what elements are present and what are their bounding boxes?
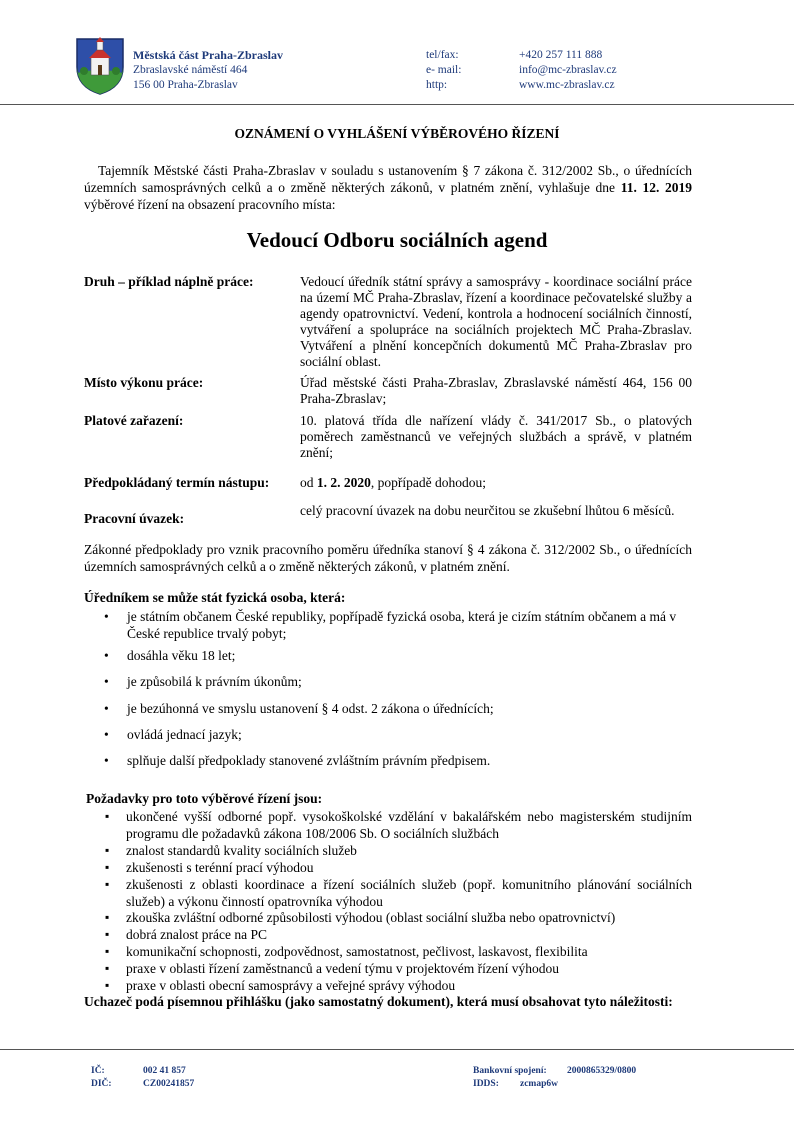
contact-email[interactable]: info@mc-zbraslav.cz xyxy=(519,64,617,76)
address-line-2: 156 00 Praha-Zbraslav xyxy=(133,79,238,91)
list-item: • je způsobilá k právním úkonům; xyxy=(127,673,693,690)
legal-note: Zákonné předpoklady pro vznik pracovního poměru úředníka stanoví § 4 zákona č. 312/2002 Sb., o úřednících územních samosprávných celků a o změně některých zákonů, v platném znění. xyxy=(84,542,692,574)
footer-idds-value: zcmap6w xyxy=(520,1079,558,1089)
intro-text-end: výběrové řízení na obsazení pracovního místa: xyxy=(84,197,336,212)
detail-label-workload: Pracovní úvazek: xyxy=(84,511,185,526)
contact-label-phone: tel/fax: xyxy=(426,49,459,61)
intro-text: Tajemník Městské části Praha-Zbraslav v souladu s ustanovením § 7 zákona č. 312/2002 Sb., o úřednících územních samosprávných celků a o změně některých zákonů, v platném znění, vyhlašuje dne xyxy=(84,163,692,195)
footer-dic-value: CZ00241857 xyxy=(143,1079,195,1089)
footer-bank-label: Bankovní spojení: xyxy=(473,1066,547,1076)
footer-ic-label: IČ: xyxy=(91,1066,105,1076)
document-heading: OZNÁMENÍ O VYHLÁŠENÍ VÝBĚROVÉHO ŘÍZENÍ xyxy=(234,126,560,141)
list-item: • je státním občanem České republiky, popřípadě fyzická osoba, která je cizím státním občanem a má v České republice trvalý pobyt; xyxy=(127,608,693,642)
list-item: • je bezúhonná ve smyslu ustanovení § 4 odst. 2 zákona o úřednících; xyxy=(127,700,693,717)
list-item: ▪ zkušenosti s terénní prací výhodou xyxy=(126,859,692,876)
start-date: 1. 2. 2020 xyxy=(316,475,371,490)
start-date-prefix: od xyxy=(300,475,317,490)
list-item: ▪ znalost standardů kvality sociálních služeb xyxy=(126,842,692,859)
contact-website[interactable]: www.mc-zbraslav.cz xyxy=(519,79,615,91)
list-item: ▪ ukončené vyšší odborné popř. vysokoškolské vzdělání v bakalářském nebo magisterském studijním programu dle požadavků zákona 108/2006 Sb. O sociálních službách xyxy=(126,808,692,842)
list-item: • splňuje další předpoklady stanovené zvláštním právním předpisem. xyxy=(127,752,693,769)
position-title: Vedoucí Odboru sociálních agend xyxy=(246,228,548,252)
intro-paragraph xyxy=(84,162,692,213)
list-item: ▪ praxe v oblasti obecní samosprávy a veřejné správy výhodou xyxy=(126,977,692,994)
contact-phone: +420 257 111 888 xyxy=(519,49,603,61)
detail-label-job-type: Druh – příklad náplně práce: xyxy=(84,274,254,289)
list-item: ▪ zkouška zvláštní odborné způsobilosti výhodou (oblast sociální služba nebo opatrovnictví) xyxy=(126,909,692,926)
detail-value-workplace: Úřad městské části Praha-Zbraslav, Zbraslavské náměstí 464, 156 00 Praha-Zbraslav; xyxy=(300,375,692,406)
list-item: ▪ komunikační schopnosti, zodpovědnost, samostatnost, pečlivost, laskavost, flexibilita xyxy=(126,943,692,960)
footer-dic-label: DIČ: xyxy=(91,1079,112,1089)
contact-values xyxy=(519,48,617,93)
organization-block xyxy=(133,48,283,93)
list-item: • dosáhla věku 18 let; xyxy=(127,647,693,664)
footer-idds-label: IDDS: xyxy=(473,1079,499,1089)
announcement-date: 11. 12. 2019 xyxy=(620,180,692,195)
requirements-title: Požadavky pro toto výběrové řízení jsou: xyxy=(86,791,323,806)
detail-label-salary: Platové zařazení: xyxy=(84,413,184,428)
contact-label-email: e- mail: xyxy=(426,64,462,76)
detail-value-job-type: Vedoucí úředník státní správy a samosprávy - koordinace sociální práce na území MČ Praha-Zbraslav, řízení a koordinace pečovatelské služby a agendy opatrovnictví. Vedení, kontrola a hodnocení sociálních činností, vytváření a spolupráce na sociálních projektech MČ Praha-Zbraslav. Vytváření a plnění koncepčních dokumentů MČ Praha-Zbraslav pro sociální oblast. xyxy=(300,274,692,369)
footer-bank-value: 2000865329/0800 xyxy=(567,1066,637,1076)
detail-label-start-date: Předpokládaný termín nástupu: xyxy=(84,475,270,490)
list-item: ▪ dobrá znalost práce na PC xyxy=(126,926,692,943)
application-note: Uchazeč podá písemnou přihlášku (jako samostatný dokument), která musí obsahovat tyto náležitosti: xyxy=(84,994,673,1009)
eligibility-title: Úředníkem se může stát fyzická osoba, která: xyxy=(84,590,346,605)
coat-of-arms-icon xyxy=(75,37,125,95)
list-item: • ovládá jednací jazyk; xyxy=(127,726,693,743)
footer-ic-value: 002 41 857 xyxy=(143,1066,186,1076)
contact-labels xyxy=(426,48,461,93)
detail-value-workload: celý pracovní úvazek na dobu neurčitou se zkušební lhůtou 6 měsíců. xyxy=(300,503,675,518)
address-line-1: Zbraslavské náměstí 464 xyxy=(133,64,248,76)
footer-divider xyxy=(0,1049,794,1050)
contact-label-web: http: xyxy=(426,79,448,91)
detail-value-start-date xyxy=(300,475,692,491)
list-item: ▪ zkušenosti z oblasti koordinace a řízení sociálních služeb (popř. komunitního plánování sociálních služeb) a výkonu činností opatrovníka výhodou xyxy=(126,876,692,910)
header-divider xyxy=(0,104,794,105)
start-date-suffix: , popřípadě dohodou; xyxy=(370,475,486,490)
detail-value-salary: 10. platová třída dle nařízení vlády č. 341/2017 Sb., o platových poměrech zaměstnanců ve veřejných službách a správě, v platném znění; xyxy=(300,413,692,460)
detail-label-workplace: Místo výkonu práce: xyxy=(84,375,204,390)
organization-name: Městská část Praha-Zbraslav xyxy=(133,48,283,62)
list-item: ▪ praxe v oblasti řízení zaměstnanců a vedení týmu v projektovém řízení výhodou xyxy=(126,960,692,977)
